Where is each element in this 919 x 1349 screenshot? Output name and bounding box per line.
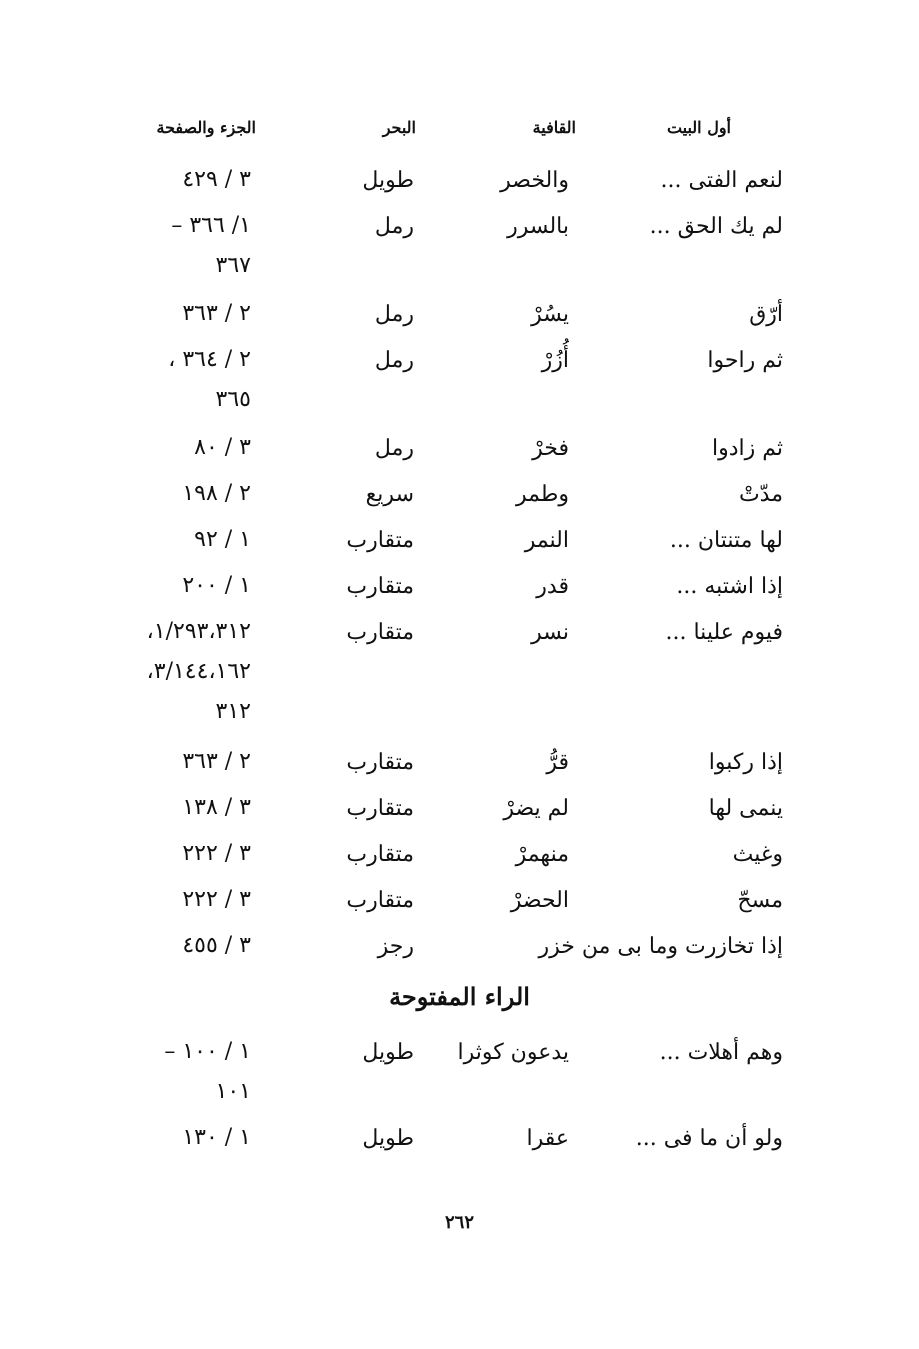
volume-page-ref	[182, 566, 251, 606]
verse-start: ينمى لها	[708, 796, 783, 821]
volume-page-ref	[182, 294, 251, 334]
ref-line: ١ / ١٣٠	[182, 1125, 251, 1150]
volume-page-ref	[164, 1032, 251, 1112]
ref-line: ٣ / ٨٠	[194, 435, 251, 460]
rhyme: يدعون كوثرا	[457, 1040, 569, 1065]
verse-start: لم يك الحق ...	[649, 214, 783, 239]
header-meter: البحر	[382, 118, 416, 137]
verse-start: إذا ركبوا	[708, 750, 783, 775]
ref-line: ١/٢٩٣،٣١٢،	[146, 619, 251, 644]
verse-start: أرّق	[749, 302, 783, 327]
meter: رمل	[374, 436, 414, 461]
meter: متقارب	[346, 888, 414, 913]
meter: طويل	[362, 1040, 414, 1065]
volume-page-ref	[182, 474, 251, 514]
ref-line: ٣ / ١٣٨	[182, 795, 251, 820]
meter: متقارب	[346, 528, 414, 553]
rhyme: وطمر	[516, 482, 569, 507]
volume-page-ref	[182, 160, 251, 200]
rhyme: عقرا	[526, 1126, 569, 1151]
volume-page-ref	[194, 520, 251, 560]
ref-line: ٣ / ٤٥٥	[182, 933, 251, 958]
meter: سريع	[365, 482, 414, 507]
ref-line: ٣ / ٤٢٩	[182, 167, 251, 192]
header-ref: الجزء والصفحة	[156, 118, 256, 137]
volume-page-ref	[168, 340, 251, 420]
ref-line: ١ / ١٠٠ –	[164, 1039, 251, 1064]
meter: رمل	[374, 302, 414, 327]
rhyme: قدر	[536, 574, 569, 599]
meter: متقارب	[346, 842, 414, 867]
rhyme: النمر	[524, 528, 569, 553]
rhyme: لم يضرْ	[503, 796, 569, 821]
rhyme: منهمرْ	[515, 842, 569, 867]
meter: متقارب	[346, 796, 414, 821]
ref-line: ١ / ٩٢	[194, 527, 251, 552]
verse-start: فيوم علينا ...	[665, 620, 783, 645]
meter: طويل	[362, 1126, 414, 1151]
section-title: الراء المفتوحة	[389, 982, 530, 1011]
verse-start: مسحّ	[737, 888, 783, 913]
ref-line: ٣ / ٢٢٢	[182, 841, 251, 866]
volume-page-ref	[147, 612, 251, 732]
meter: طويل	[362, 168, 414, 193]
verse-start: ثم راحوا	[707, 348, 783, 373]
ref-line: ٣/١٤٤،١٦٢،	[146, 659, 251, 684]
ref-line: ١ / ٢٠٠	[182, 573, 251, 598]
verse-start: وغيث	[732, 842, 783, 867]
volume-page-ref	[182, 788, 251, 828]
meter: متقارب	[346, 750, 414, 775]
rhyme: الحضرْ	[510, 888, 569, 913]
ref-line: ٣١٢	[215, 699, 251, 724]
ref-line: ٢ / ٣٦٣	[182, 749, 251, 774]
verse-start: مدّتْ	[738, 482, 783, 507]
verse-start: لنعم الفتى ...	[660, 168, 783, 193]
header-verse: أول البيت	[666, 118, 731, 137]
verse-start: إذا اشتبه ...	[676, 574, 783, 599]
meter: رمل	[374, 348, 414, 373]
rhyme: أُزُرْ	[541, 348, 569, 373]
ref-line: ٣ / ٢٢٢	[182, 887, 251, 912]
meter: متقارب	[346, 620, 414, 645]
verse-start: ثم زادوا	[711, 436, 783, 461]
ref-line: ٣٦٥	[215, 387, 251, 412]
volume-page-ref	[171, 206, 251, 286]
volume-page-ref	[182, 880, 251, 920]
ref-line: ٢ / ١٩٨	[182, 481, 251, 506]
header-rhyme: القافية	[532, 118, 576, 137]
rhyme: نسر	[531, 620, 569, 645]
verse-start: وهم أهلات ...	[659, 1040, 783, 1065]
volume-page-ref	[182, 742, 251, 782]
page-number: ٢٦٢	[444, 1212, 474, 1233]
ref-line: ٣٦٧	[215, 253, 251, 278]
meter: رمل	[374, 214, 414, 239]
volume-page-ref	[182, 1118, 251, 1158]
verse-full: إذا تخازرت وما بى من خزر	[538, 934, 783, 959]
rhyme: قرُّ	[546, 750, 569, 775]
volume-page-ref	[182, 926, 251, 966]
ref-line: ٢ / ٣٦٣	[182, 301, 251, 326]
volume-page-ref	[194, 428, 251, 468]
volume-page-ref	[182, 834, 251, 874]
ref-line: ١/ ٣٦٦ –	[171, 213, 251, 238]
ref-line: ١٠١	[215, 1079, 251, 1104]
verse-start: ولو أن ما فى ...	[635, 1126, 783, 1151]
rhyme: يسُرْ	[531, 302, 569, 327]
rhyme: والخصر	[500, 168, 569, 193]
ref-line: ٢ / ٣٦٤ ،	[168, 347, 251, 372]
rhyme: بالسرر	[507, 214, 569, 239]
meter: متقارب	[346, 574, 414, 599]
meter: رجز	[377, 934, 414, 959]
rhyme: فخرْ	[532, 436, 569, 461]
verse-start: لها متنتان ...	[669, 528, 783, 553]
